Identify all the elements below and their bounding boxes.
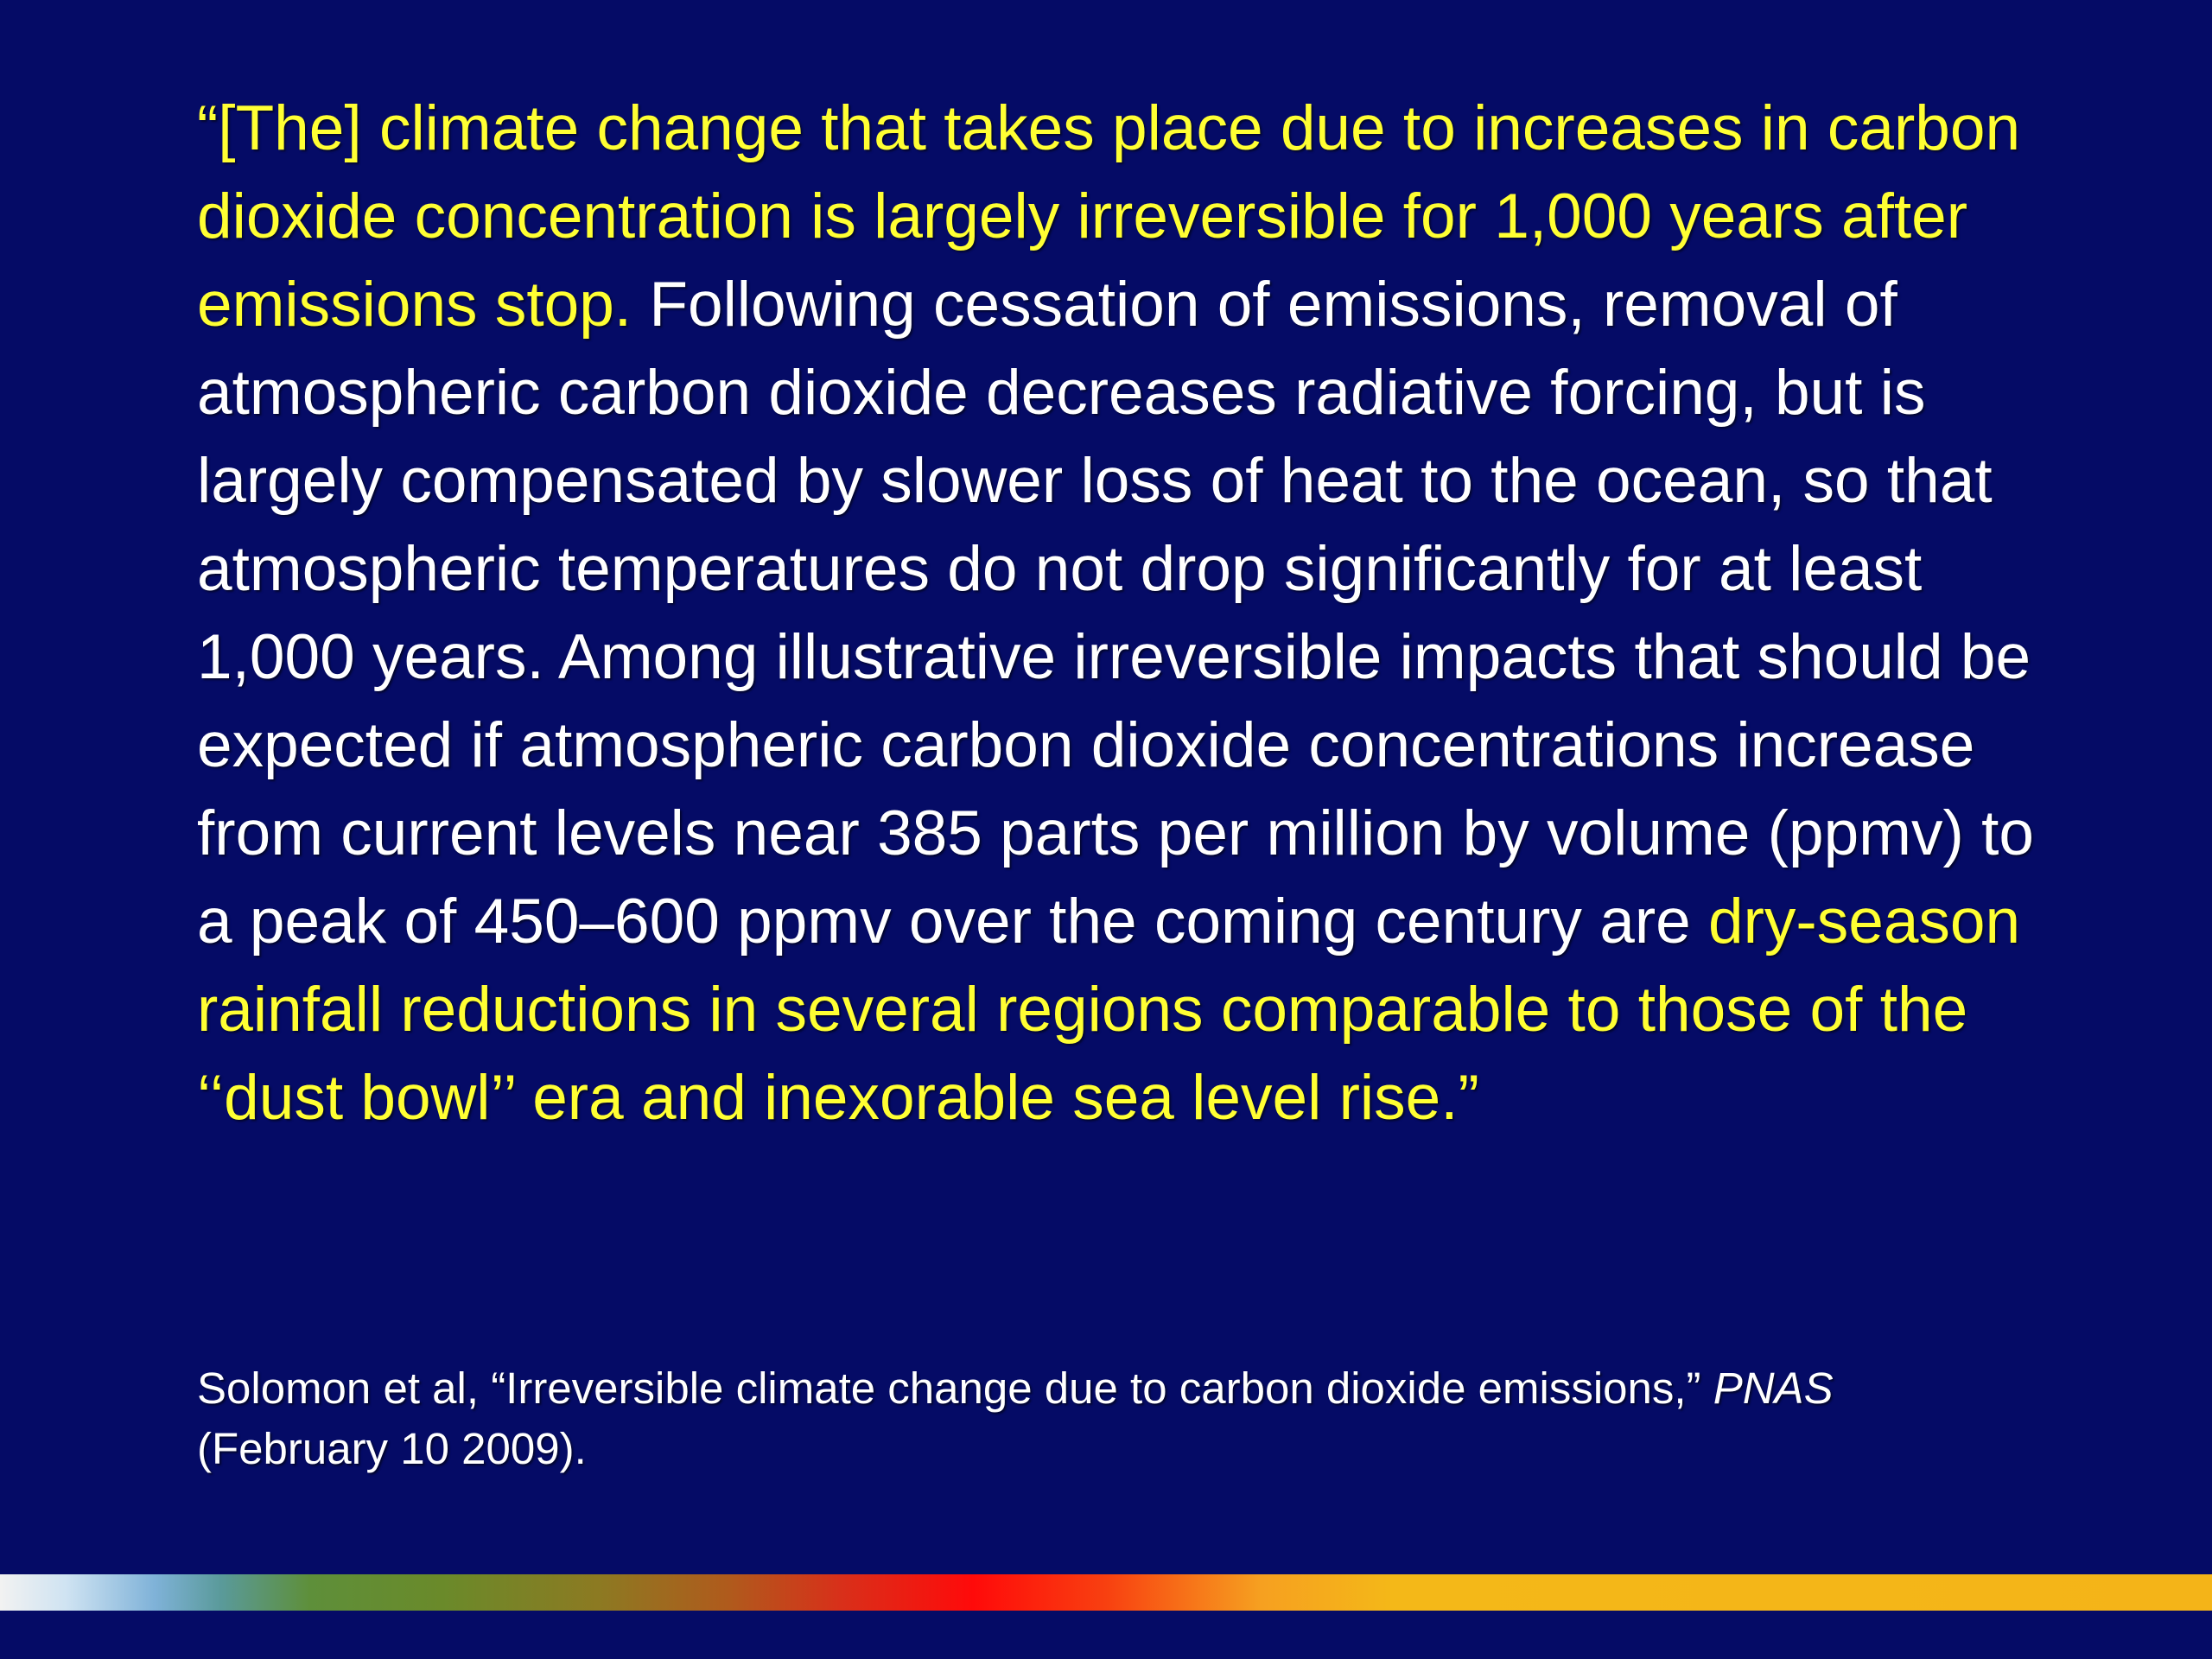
decorative-gradient-bar [0, 1574, 2212, 1611]
citation-text: Solomon et al, “Irreversible climate change due to carbon dioxide emissions,” [197, 1363, 1713, 1413]
quote-body: Following cessation of emissions, removal of atmospheric carbon dioxide decreases radiative forcing, but is largely compensated by slower loss of heat to the ocean, so that atmospheric temperatures do not drop significantly for at least 1,000 years. Among illustrative irreversible impacts that should be expected if atmospheric carbon dioxide concentrations increase from current levels near 385 parts per million by volume (ppmv) to a peak of 450–600 ppmv over the coming century are [197, 270, 2034, 957]
citation [197, 1358, 2055, 1479]
quote-block [197, 85, 2055, 1142]
quote-highlight-end: dry-season rainfall reductions in several regions comparable to those of the ‘‘dust bowl’’ era and inexorable sea level rise.” [197, 887, 2021, 1133]
quote-highlight-start: “[The] climate change that takes place due to increases in carbon dioxide concentration is largely irreversible for 1,000 years after emissions stop. [197, 93, 2021, 340]
citation-journal: PNAS [1713, 1363, 1834, 1413]
citation-date: (February 10 2009). [197, 1424, 587, 1473]
